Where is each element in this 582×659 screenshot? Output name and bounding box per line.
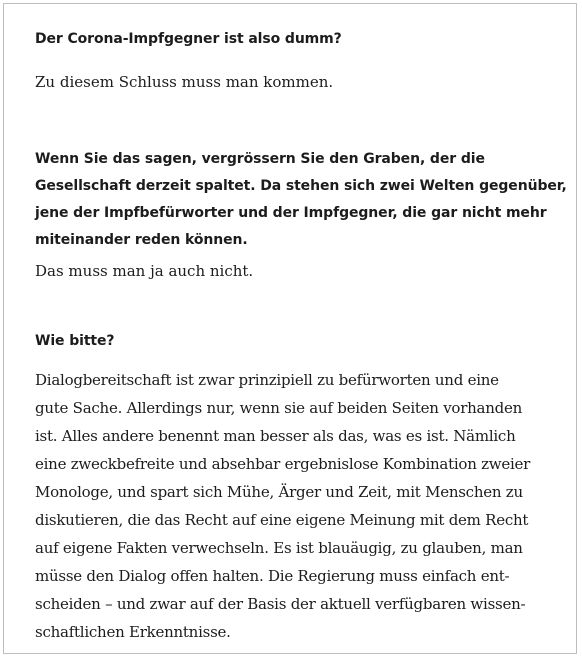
answer-line: Dialogbereitschaft ist zwar prinzipiell zu befürworten und eine bbox=[35, 371, 499, 389]
answer-line: Monologe, und spart sich Mühe, Ärger und Zeit, mit Menschen zu bbox=[35, 483, 523, 501]
interview-answer bbox=[35, 257, 253, 285]
question-line: Der Corona-Impfgegner ist also dumm? bbox=[35, 31, 342, 47]
question-line: miteinander reden können. bbox=[35, 232, 248, 248]
answer-line: gute Sache. Allerdings nur, wenn sie auf beiden Seiten vorhanden bbox=[35, 399, 523, 417]
interview-answer bbox=[35, 366, 530, 646]
interview-question bbox=[35, 146, 567, 254]
answer-line: Zu diesem Schluss muss man kommen. bbox=[35, 73, 334, 91]
answer-line: eine zweckbefreite und absehbar ergebnislose Kombination zweier bbox=[35, 455, 531, 473]
question-line: Wenn Sie das sagen, vergrössern Sie den Graben, der die bbox=[35, 151, 485, 167]
answer-line: auf eigene Fakten verwechseln. Es ist blauäugig, zu glauben, man bbox=[35, 539, 523, 557]
answer-line: schaftlichen Erkenntnisse. bbox=[35, 623, 231, 641]
answer-line: Das muss man ja auch nicht. bbox=[35, 262, 254, 280]
answer-line: diskutieren, die das Recht auf eine eigene Meinung mit dem Recht bbox=[35, 511, 529, 529]
interview-question bbox=[35, 328, 114, 355]
interview-answer bbox=[35, 68, 333, 96]
interview-question bbox=[35, 26, 342, 53]
article-frame bbox=[3, 3, 577, 654]
question-line: jene der Impfbefürworter und der Impfgegner, die gar nicht mehr bbox=[35, 205, 547, 221]
question-line: Wie bitte? bbox=[35, 333, 115, 349]
answer-line: ist. Alles andere benennt man besser als das, was es ist. Nämlich bbox=[35, 427, 516, 445]
answer-line: scheiden – und zwar auf der Basis der aktuell verfügbaren wissen- bbox=[35, 595, 526, 613]
answer-line: müsse den Dialog offen halten. Die Regierung muss einfach ent- bbox=[35, 567, 510, 585]
question-line: Gesellschaft derzeit spaltet. Da stehen sich zwei Welten gegenüber, bbox=[35, 178, 567, 194]
